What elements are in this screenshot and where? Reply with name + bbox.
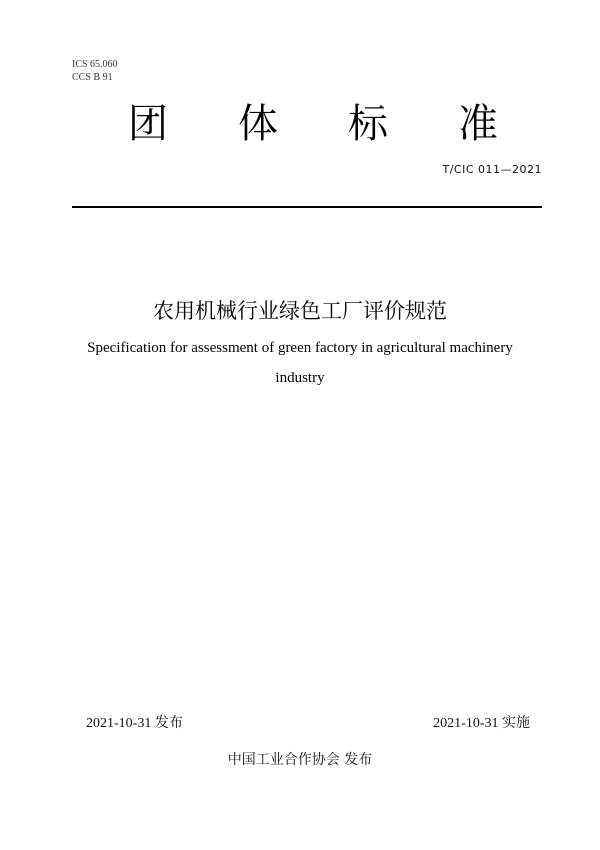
release-date: 2021-10-31 发布 [86,716,183,731]
standard-number: T/CIC 011—2021 [442,163,542,176]
title-english: Specification for assessment of green factory in agricultural machinery industry [87,340,513,386]
classification-codes [72,58,118,84]
doc-type-char: 准 [458,101,498,147]
header-divider-line [72,206,542,208]
publisher: 中国工业合作协会 发布 [227,752,373,768]
document-type-heading [128,96,498,152]
ics-code: ICS 65.060 [72,59,118,70]
ccs-code: CCS B 91 [72,72,113,83]
effective-date: 2021-10-31 实施 [433,716,530,731]
doc-type-char: 团 [128,101,168,147]
title-chinese: 农用机械行业绿色工厂评价规范 [153,299,447,323]
doc-type-char: 体 [238,101,278,147]
doc-type-char: 标 [348,101,388,147]
